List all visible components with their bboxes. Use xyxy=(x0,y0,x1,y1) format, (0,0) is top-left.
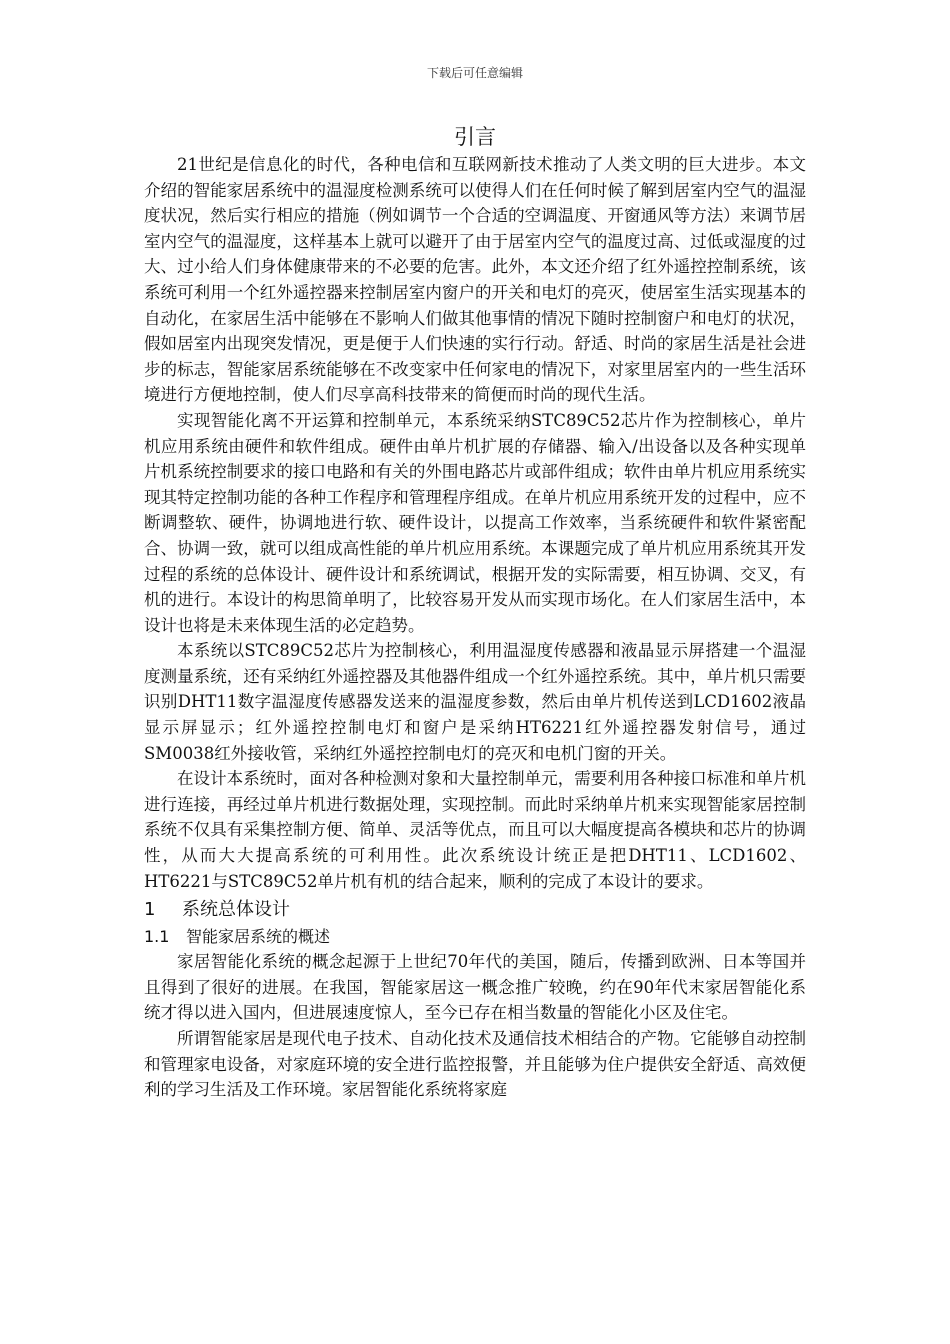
page-header: 下载后可任意编辑 xyxy=(426,66,523,80)
section-heading-1 xyxy=(144,896,806,924)
document-title: 引言 xyxy=(454,125,496,149)
document-body xyxy=(144,122,806,1103)
subsection-heading-1-1 xyxy=(144,924,806,949)
subsection-title: 智能家居系统的概述 xyxy=(186,927,331,947)
intro-paragraph-1: 21世纪是信息化的时代，各种电信和互联网新技术推动了人类文明的巨大进步。本文介绍的智能家居系统中的温湿度检测系统可以使得人们在任何时候了解到居室内空气的温湿度状况，然后实行相应的措施（例如调节一个合适的空调温度、开窗通风等方法）来调节居室内空气的温湿度，这样基本上就可以避开了由于居室内空气的温度过高、过低或湿度的过大、过小给人们身体健康带来的不必要的危害。此外，本文还介绍了红外遥控控制系统，该系统可利用一个红外遥控器来控制居室内窗户的开关和电灯的亮灭，使居室生活实现基本的自动化，在家居生活中能够在不影响人们做其他事情的情况下随时控制窗户和电灯的状况，假如居室内出现突发情况，更是便于人们快速的实行行动。舒适、时尚的家居生活是社会进步的标志，智能家居系统能够在不改变家中任何家电的情况下，对家里居室内的一些生活环境进行方便地控制，使人们尽享高科技带来的简便而时尚的现代生活。 xyxy=(144,155,806,405)
overview-paragraph-1: 家居智能化系统的概念起源于上世纪70年代的美国，随后，传播到欧洲、日本等国并且得到了很好的进展。在我国，智能家居这一概念推广较晚，约在90年代末家居智能化系统才得以进入国内，但进展速度惊人，至今已存在相当数量的智能化小区及住宅。 xyxy=(144,952,806,1023)
section-title: 系统总体设计 xyxy=(182,899,290,921)
subsection-number: 1.1 xyxy=(144,927,170,947)
intro-paragraph-4: 在设计本系统时，面对各种检测对象和大量控制单元，需要利用各种接口标准和单片机进行连接，再经过单片机进行数据处理，实现控制。而此时采纳单片机来实现智能家居控制系统不仅具有采集控制方便、简单、灵活等优点，而且可以大幅度提高各模块和芯片的协调性，从而大大提高系统的可利用性。此次系统设计统正是把DHT11、LCD1602、HT6221与STC89C52单片机有机的结合起来，顺利的完成了本设计的要求。 xyxy=(144,769,806,891)
overview-paragraph-2: 所谓智能家居是现代电子技术、自动化技术及通信技术相结合的产物。它能够自动控制和管理家电设备，对家庭环境的安全进行监控报警，并且能够为住户提供安全舒适、高效便利的学习生活及工作环境。家居智能化系统将家庭 xyxy=(144,1029,806,1100)
section-number: 1 xyxy=(144,899,156,921)
intro-paragraph-3: 本系统以STC89C52芯片为控制核心，利用温湿度传感器和液晶显示屏搭建一个温湿度测量系统，还有采纳红外遥控器及其他器件组成一个红外遥控系统。其中，单片机只需要识别DHT11数字温湿度传感器发送来的温湿度参数，然后由单片机传送到LCD1602液晶显示屏显示；红外遥控控制电灯和窗户是采纳HT6221红外遥控器发射信号，通过SM0038红外接收管，采纳红外遥控控制电灯的亮灭和电机门窗的开关。 xyxy=(144,641,806,763)
intro-paragraph-2: 实现智能化离不开运算和控制单元，本系统采纳STC89C52芯片作为控制核心，单片机应用系统由硬件和软件组成。硬件由单片机扩展的存储器、输入/出设备以及各种实现单片机系统控制要求的接口电路和有关的外围电路芯片或部件组成；软件由单片机应用系统实现其特定控制功能的各种工作程序和管理程序组成。在单片机应用系统开发的过程中，应不断调整软、硬件，协调地进行软、硬件设计，以提高工作效率，当系统硬件和软件紧密配合、协调一致，就可以组成高性能的单片机应用系统。本课题完成了单片机应用系统其开发过程的系统的总体设计、硬件设计和系统调试，根据开发的实际需要，相互协调、交叉，有机的进行。本设计的构思简单明了，比较容易开发从而实现市场化。在人们家居生活中，本设计也将是未来体现生活的必定趋势。 xyxy=(144,410,806,635)
